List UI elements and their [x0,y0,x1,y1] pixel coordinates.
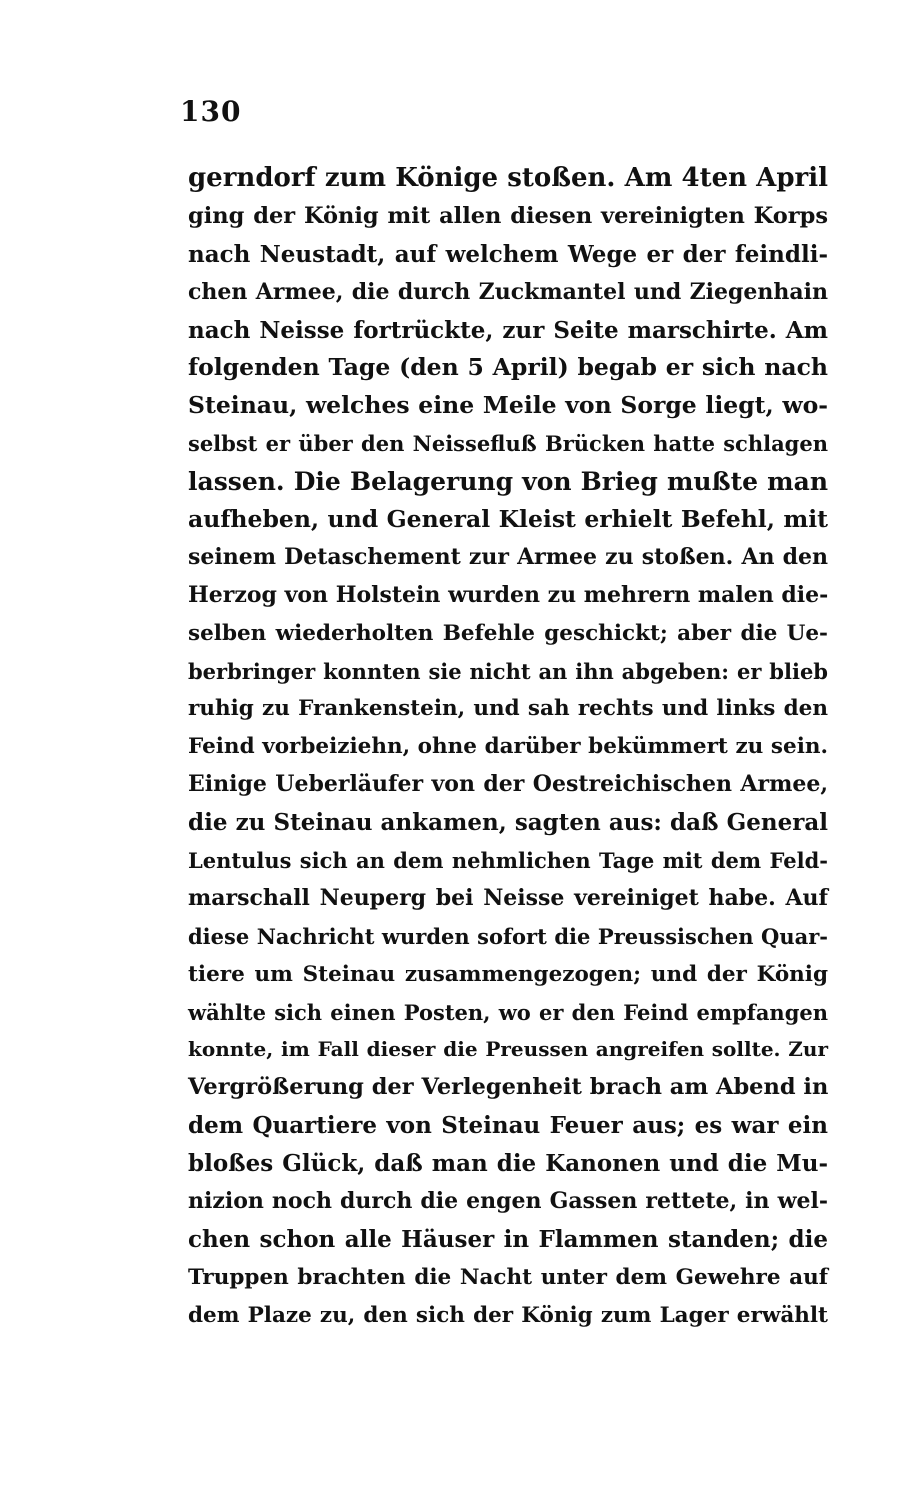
text-line: selben wiederholten Befehle geschickt; aber die Ue- [188,620,828,646]
text-line: nach Neustadt, auf welchem Wege er der feindli- [188,240,828,268]
text-line: berbringer konnten sie nicht an ihn abgeben: er blieb [188,658,828,684]
text-line: konnte, im Fall dieser die Preussen angreifen sollte. Zur [188,1037,828,1062]
text-line: chen Armee, die durch Zuckmantel und Ziegenhain [188,278,828,305]
text-line: Truppen brachten die Nacht unter dem Gewehre auf [188,1264,828,1290]
text-line: chen schon alle Häuser in Flammen standen; die [188,1225,828,1253]
text-line: selbst er über den Neissefluß Brücken hatte schlagen [188,431,828,457]
text-line: marschall Neuperg bei Neisse vereiniget habe. Auf [188,884,828,911]
text-line: Feind vorbeiziehn, ohne darüber bekümmert zu sein. [188,734,828,760]
text-line: ging der König mit allen diesen vereinigten Korps [188,202,828,229]
page-number: 130 [180,95,242,128]
text-line: Herzog von Holstein wurden zu mehrern malen die- [188,581,829,608]
text-line: die zu Steinau ankamen, sagten aus: daß General [188,809,828,837]
text-line: aufheben, und General Kleist erhielt Befehl, mit [188,505,828,534]
text-line: dem Plaze zu, den sich der König zum Lager erwählt [188,1302,828,1328]
text-line: bloßes Glück, daß man die Kanonen und die Mu- [188,1150,828,1178]
text-line: tiere um Steinau zusammengezogen; und der König [188,961,828,987]
text-line: dem Quartiere von Steinau Feuer aus; es war ein [188,1112,828,1140]
text-line: ruhig zu Frankenstein, und sah rechts und links den [188,696,828,722]
text-line: Einige Ueberläufer von der Oestreichischen Armee, [188,771,828,798]
text-line: gerndorf zum Könige stoßen. Am 4ten April [188,163,828,193]
text-line: lassen. Die Belagerung von Brieg mußte man [188,467,828,497]
text-line: Vergrößerung der Verlegenheit brach am Abend in [188,1074,829,1101]
body-text [188,160,828,1335]
text-line: Lentulus sich an dem nehmlichen Tage mit dem Feld- [188,848,828,874]
text-line: nizion noch durch die engen Gassen rettete, in wel- [188,1188,828,1215]
text-line: Steinau, welches eine Meile von Sorge liegt, wo- [188,391,828,420]
text-line: seinem Detaschement zur Armee zu stoßen. An den [188,543,828,570]
text-line: folgenden Tage (den 5 April) begab er sich nach [188,353,828,382]
text-line: wählte sich einen Posten, wo er den Feind empfangen [188,999,828,1025]
text-line: diese Nachricht wurden sofort die Preussischen Quar- [188,923,828,949]
text-line: nach Neisse fortrückte, zur Seite marschirte. Am [188,316,828,344]
